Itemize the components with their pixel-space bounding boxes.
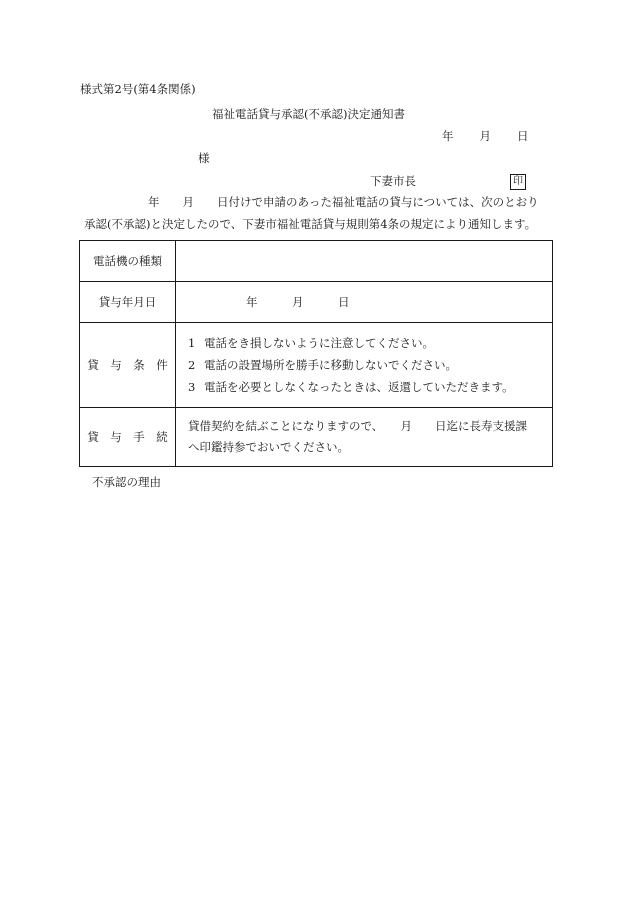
- condition-item: 2 電話の設置場所を勝手に移動しないでください。: [188, 358, 457, 372]
- loan-date-value: 年 月 日: [176, 282, 553, 323]
- seal-mark: 印: [510, 174, 526, 190]
- conditions-label: 貸 与 条 件: [80, 323, 176, 408]
- date-month: 月: [479, 129, 491, 143]
- body-text-line-2: 承認(不承認)と決定したので、下妻市福祉電話貸与規則第4条の規定により通知します。: [84, 217, 537, 231]
- loan-date-label: 貸与年月日: [80, 282, 176, 323]
- issue-date: [442, 131, 529, 143]
- issuer-name: 下妻市長: [370, 174, 416, 188]
- condition-item: 3 電話を必要としなくなったときは、返還していただきます。: [188, 380, 514, 394]
- conditions-list: [176, 323, 553, 408]
- table-row: [80, 408, 553, 467]
- rejection-reason-label: 不承認の理由: [92, 475, 161, 489]
- loan-details-table: [79, 240, 553, 467]
- table-row: [80, 282, 553, 323]
- document-title: 福祉電話貸与承認(不承認)決定通知書: [212, 107, 405, 121]
- phone-type-label: 電話機の種類: [80, 241, 176, 282]
- body-text-line-1: 年 月 日付けで申請のあった福祉電話の貸与については、次のとおり: [148, 195, 539, 209]
- condition-item: 1 電話をき損しないように注意してください。: [188, 336, 434, 350]
- procedure-text: 貸借契約を結ぶことになりますので、 月 日迄に長寿支援課 へ印鑑持参でおいでください。: [176, 408, 553, 467]
- table-row: [80, 323, 553, 408]
- table-row: [80, 241, 553, 282]
- date-day: 日: [517, 129, 529, 143]
- addressee-suffix: 様: [198, 151, 210, 165]
- date-year: 年: [442, 129, 454, 143]
- procedure-label: 貸 与 手 続: [80, 408, 176, 467]
- form-number: 様式第2号(第4条関係): [80, 82, 196, 96]
- phone-type-value: [176, 241, 553, 282]
